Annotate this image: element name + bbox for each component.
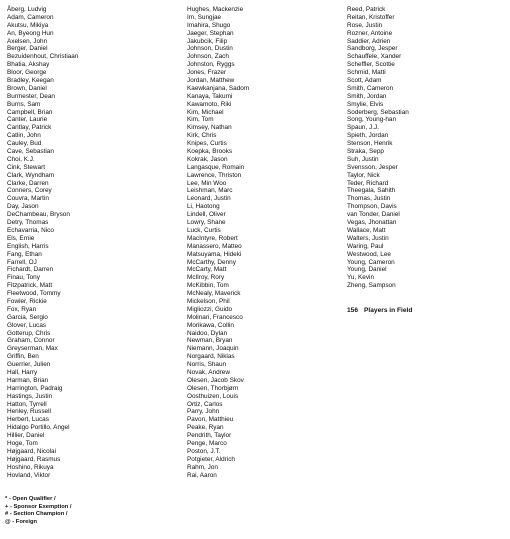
player-name: Fleetwood, Tommy (7, 290, 61, 298)
player-name: Fox, Ryan (7, 305, 37, 313)
player-name: Harman, Brian (7, 376, 49, 384)
player-name: Sandborg, Jesper (347, 45, 398, 53)
player-name: Young, Daniel (347, 266, 387, 274)
players-in-field-count (347, 307, 412, 314)
player-name: Berger, Daniel (7, 45, 48, 53)
player-name: Fitzpatrick, Matt (7, 282, 53, 290)
player-name: Cauley, Bud (7, 140, 42, 148)
player-name: Stenson, Henrik (347, 140, 393, 148)
player-name: Reitan, Kristoffer (347, 13, 395, 21)
player-name: Glover, Lucas (7, 321, 47, 329)
player-name: Cantlay, Patrick (7, 124, 52, 132)
player-name: Niemann, Joaquin (187, 345, 239, 353)
player-name: Kirk, Chris (187, 132, 217, 140)
player-name: Langasque, Romain (187, 163, 245, 171)
player-name: Norris, Shaun (187, 361, 227, 369)
player-name: Bhatia, Akshay (7, 61, 50, 69)
player-name: Walters, Justin (347, 234, 389, 242)
player-name: Bradley, Keegan (7, 77, 54, 85)
player-name: An, Byeong Hun (7, 29, 54, 37)
player-name: Johnston, Ryggs (187, 61, 235, 69)
player-name: Knipes, Curtis (187, 140, 227, 148)
legend-foreign: @ - Foreign (5, 518, 38, 525)
player-name: Potgieter, Aldrich (187, 455, 235, 463)
legend-sponsor-exemption: + - Sponsor Exemption / (5, 503, 72, 510)
player-name: Conners, Corey (7, 187, 52, 195)
player-name: Leishman, Marc (187, 187, 233, 195)
player-name: Koepka, Brooks (187, 148, 233, 156)
player-name: Yu, Kevin (347, 274, 375, 282)
player-name: Canter, Laurie (7, 116, 48, 124)
player-name: Graham, Connor (7, 337, 55, 345)
field-count-label: Players in Field (364, 307, 413, 314)
player-name: Johnson, Zach (187, 53, 229, 61)
player-name: Lawrence, Thriston (187, 171, 242, 179)
player-name: Kokrak, Jason (187, 155, 228, 163)
player-name: Clarke, Darren (7, 179, 49, 187)
player-name: Jones, Frazer (187, 69, 227, 77)
player-name: Burmester, Dean (7, 92, 55, 100)
player-name: Zheng, Sampson (347, 282, 396, 290)
player-name: Imahira, Shugo (187, 21, 231, 29)
player-name: Gotterup, Chris (7, 329, 51, 337)
player-name: Fang, Ethan (7, 250, 42, 258)
player-name: Rozner, Antoine (347, 29, 393, 37)
player-name: Akutsu, Mikiya (7, 21, 49, 29)
player-name: English, Harris (7, 242, 49, 250)
player-name: McCarty, Matt (187, 266, 227, 274)
player-name: Burns, Sam (7, 100, 41, 108)
player-name: Kaewkanjana, Sadom (187, 84, 250, 92)
player-name: Theegala, Sahith (347, 187, 396, 195)
player-name: Oosthuizen, Louis (187, 392, 239, 400)
player-name: Wallace, Matt (347, 226, 386, 234)
player-name: Catlin, John (7, 132, 41, 140)
player-name: Saddier, Adrien (347, 37, 391, 45)
player-name: Day, Jason (7, 203, 39, 211)
player-name: Hidalgo Portillo, Angel (7, 424, 70, 432)
player-name: Kimsey, Nathan (187, 124, 232, 132)
player-name: MacIntyre, Robert (187, 234, 238, 242)
player-name: Westwood, Lee (347, 250, 391, 258)
player-name: Harrington, Padraig (7, 384, 63, 392)
player-name: Hoge, Tom (7, 439, 38, 447)
player-name: Poston, J.T. (187, 447, 221, 455)
player-name: Newman, Bryan (187, 337, 233, 345)
player-name: Åberg, Ludvig (7, 6, 47, 13)
player-name: Couvra, Martin (7, 195, 49, 203)
player-name: Teder, Richard (347, 179, 389, 187)
player-name: Ortiz, Carlos (187, 400, 223, 408)
player-name: Els, Ernie (7, 234, 35, 242)
player-name: Scheffler, Scottie (347, 61, 395, 69)
player-name: Jordan, Matthew (187, 77, 235, 85)
player-name: Mickelson, Phil (187, 297, 230, 305)
player-name: Schauffele, Xander (347, 53, 402, 61)
player-name: Detry, Thomas (7, 219, 49, 227)
player-name: Hall, Harry (7, 368, 38, 376)
legend-section-champion: # - Section Champion / (5, 511, 68, 518)
player-name: Svensson, Jesper (347, 163, 398, 171)
player-name: Finau, Tony (7, 274, 40, 282)
player-name: Choi, K.J. (7, 155, 35, 163)
player-name: Molinari, Francesco (187, 313, 243, 321)
player-name: McIlroy, Rory (187, 274, 225, 282)
player-name: Hillier, Daniel (7, 432, 45, 440)
player-name: Griffin, Ben (7, 353, 39, 361)
player-name: Campbell, Brian (7, 108, 53, 116)
player-name: Waring, Paul (347, 242, 384, 250)
player-name: Johnson, Dustin (187, 45, 233, 53)
player-name: Matsuyama, Hideki (187, 250, 242, 258)
player-name: Cink, Stewart (7, 163, 46, 171)
field-count-number: 156 (347, 307, 359, 314)
player-name: Lee, Min Woo (187, 179, 227, 187)
player-name: Smith, Cameron (347, 84, 394, 92)
player-name: Guerrier, Julien (7, 361, 51, 369)
player-name: Straka, Sepp (347, 148, 384, 156)
player-column-3 (347, 6, 409, 290)
player-name: Migliozzi, Guido (187, 305, 233, 313)
player-name: Bezuidenhout, Christiaan (7, 53, 79, 61)
player-name: Smith, Jordan (347, 92, 387, 100)
player-name: Peake, Ryan (187, 424, 224, 432)
player-name: Parry, John (187, 408, 220, 416)
player-name: Hastings, Justin (7, 392, 53, 400)
player-name: Hovland, Viktor (7, 471, 51, 479)
player-name: Reed, Patrick (347, 6, 386, 13)
player-name: Kawamoto, Riki (187, 100, 232, 108)
player-name: Bloor, George (7, 69, 47, 77)
player-name: Thomas, Justin (347, 195, 391, 203)
player-name: Adam, Cameron (7, 13, 54, 21)
player-name: Soderberg, Sebastian (347, 108, 409, 116)
player-name: Fichardt, Darren (7, 266, 54, 274)
player-name: Norgaard, Niklas (187, 353, 235, 361)
player-name: Luck, Curtis (187, 226, 221, 234)
player-name: Jaeger, Stephan (187, 29, 234, 37)
player-name: Novak, Andrew (187, 368, 230, 376)
player-name: Herbert, Lucas (7, 416, 49, 424)
legend-open-qualifier: * - Open Qualifier / (5, 496, 56, 502)
player-name: Lindell, Oliver (187, 211, 226, 219)
player-column-1 (7, 6, 78, 479)
player-name: Olesen, Thorbjørn (187, 384, 239, 392)
player-name: Axelsen, John (7, 37, 48, 45)
player-name: McCarthy, Denny (187, 258, 236, 266)
player-name: Hughes, Mackenzie (187, 6, 244, 13)
player-name: Thompson, Davis (347, 203, 397, 211)
player-name: Spieth, Jordan (347, 132, 389, 140)
player-name: Greyserman, Max (7, 345, 58, 353)
player-name: Spaun, J.J. (347, 124, 379, 132)
player-name: Vegas, Jhonattan (347, 219, 397, 227)
player-name: Rahm, Jon (187, 463, 218, 471)
player-name: Kim, Tom (187, 116, 214, 124)
player-name: Naidoo, Dylan (187, 329, 228, 337)
player-name: Echavarria, Nico (7, 226, 54, 234)
player-name: Olesen, Jacob Skov (187, 376, 244, 384)
player-name: Young, Cameron (347, 258, 395, 266)
player-name: McKibbin, Tom (187, 282, 229, 290)
player-name: Schmid, Matti (347, 69, 386, 77)
player-name: Rose, Justin (347, 21, 383, 29)
player-name: Jakubcik, Filip (187, 37, 228, 45)
player-name: Song, Young-han (347, 116, 397, 124)
player-name: Garcia, Sergio (7, 313, 48, 321)
player-name: Li, Haotong (187, 203, 220, 211)
player-name: Im, Sungjae (187, 13, 222, 21)
player-name: Lowry, Shane (187, 219, 226, 227)
player-name: Manassero, Matteo (187, 242, 242, 250)
player-name: Farrell, OJ (7, 258, 37, 266)
player-name: Cave, Sebastian (7, 148, 54, 156)
player-name: Pendrith, Taylor (187, 432, 232, 440)
player-name: Smylie, Elvis (347, 100, 384, 108)
player-name: Leonard, Justin (187, 195, 231, 203)
player-name: Morikawa, Collin (187, 321, 234, 329)
player-name: Højgaard, Nicolai (7, 447, 57, 455)
player-column-2 (187, 6, 249, 479)
player-name: Clark, Wyndham (7, 171, 55, 179)
player-name: Pavon, Matthieu (187, 416, 234, 424)
player-name: Kanaya, Takumi (187, 92, 233, 100)
legend (5, 496, 72, 526)
player-name: Scott, Adam (347, 77, 382, 85)
player-name: McNealy, Maverick (187, 290, 241, 298)
player-name: Hatton, Tyrrell (7, 400, 47, 408)
player-name: Brown, Daniel (7, 84, 47, 92)
player-name: Fowler, Rickie (7, 297, 47, 305)
player-name: Henley, Russell (7, 408, 51, 416)
player-name: Suh, Justin (347, 155, 379, 163)
player-name: Penge, Marco (187, 439, 227, 447)
player-name: van Tonder, Daniel (347, 211, 400, 219)
player-name: Kim, Michael (187, 108, 224, 116)
player-name: Taylor, Nick (347, 171, 380, 179)
player-name: Hoshino, Rikuya (7, 463, 54, 471)
player-name: DeChambeau, Bryson (7, 211, 70, 219)
player-name: Højgaard, Rasmus (7, 455, 61, 463)
player-name: Rai, Aaron (187, 471, 217, 479)
